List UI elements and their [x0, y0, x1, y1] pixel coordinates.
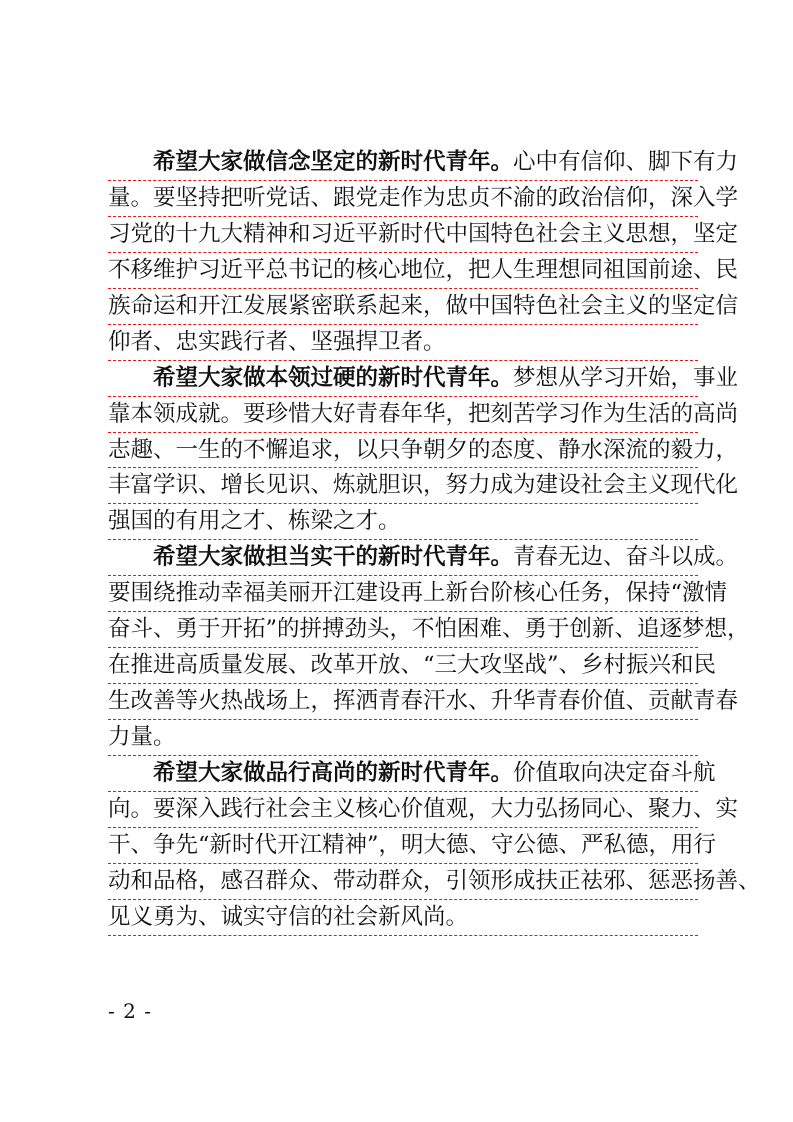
paragraph-2-line-2: 靠本领成就。要珍惜大好青春年华，把刻苦学习作为生活的高尚	[108, 397, 698, 433]
paragraph-4-line-5: 见义勇为、诚实守信的社会新风尚。	[108, 900, 698, 936]
paragraph-2-line-1	[108, 361, 739, 397]
page-number: - 2 -	[108, 999, 152, 1023]
paragraph-1-line-4: 不移维护习近平总书记的核心地位，把人生理想同祖国前途、民	[108, 253, 698, 289]
paragraph-3-heading: 希望大家做担当实干的新时代青年。	[153, 544, 514, 571]
paragraph-3-line-3: 奋斗、勇于开拓”的拼搏劲头，不怕困难、勇于创新、追逐梦想，	[108, 612, 698, 648]
paragraph-4-text: 价值取向决定奋斗航	[513, 759, 716, 786]
paragraph-2-heading: 希望大家做本领过硬的新时代青年。	[153, 364, 514, 391]
paragraph-2-line-4: 丰富学识、增长见识、炼就胆识，努力成为建设社会主义现代化	[108, 468, 698, 504]
paragraph-4-line-1	[108, 756, 716, 792]
paragraph-3-line-4: 在推进高质量发展、改革开放、“三大攻坚战”、乡村振兴和民	[108, 648, 698, 684]
paragraph-3-text: 青春无边、奋斗以成。	[513, 544, 739, 571]
paragraph-1-line-2: 量。要坚持把听党话、跟党走作为忠贞不渝的政治信仰，深入学	[108, 181, 698, 217]
paragraph-1-line-6: 仰者、忠实践行者、坚强捍卫者。	[108, 325, 698, 361]
paragraph-4-line-4: 动和品格，感召群众、带动群众，引领形成扶正祛邪、惩恶扬善、	[108, 864, 698, 900]
paragraph-2-line-3: 志趣、一生的不懈追求，以只争朝夕的态度、静水深流的毅力，	[108, 433, 698, 469]
paragraph-1-line-5: 族命运和开江发展紧密联系起来，做中国特色社会主义的坚定信	[108, 289, 698, 325]
paragraph-1-text: 心中有信仰、脚下有力	[513, 149, 739, 175]
paragraph-2-text: 梦想从学习开始，事业	[513, 364, 739, 391]
paragraph-3-line-2: 要围绕推动幸福美丽开江建设再上新台阶核心任务，保持“激情	[108, 576, 698, 612]
paragraph-4-heading: 希望大家做品行高尚的新时代青年。	[153, 759, 514, 786]
paragraph-1-line-3: 习党的十九大精神和习近平新时代中国特色社会主义思想，坚定	[108, 217, 698, 253]
paragraph-4-line-3: 干、争先“新时代开江精神”，明大德、守公德、严私德，用行	[108, 828, 698, 864]
paragraph-1-line-1	[108, 145, 739, 181]
paragraph-3-line-1	[108, 540, 739, 576]
paragraph-2-line-5: 强国的有用之才、栋梁之才。	[108, 504, 698, 540]
paragraph-3-line-6: 力量。	[108, 720, 698, 756]
paragraph-3-line-5: 生改善等火热战场上，挥洒青春汗水、升华青春价值、贡献青春	[108, 684, 698, 720]
paragraph-4-line-2: 向。要深入践行社会主义核心价值观，大力弘扬同心、聚力、实	[108, 792, 698, 828]
body-text	[108, 145, 761, 936]
paragraph-1-heading: 希望大家做信念坚定的新时代青年。	[153, 149, 514, 175]
